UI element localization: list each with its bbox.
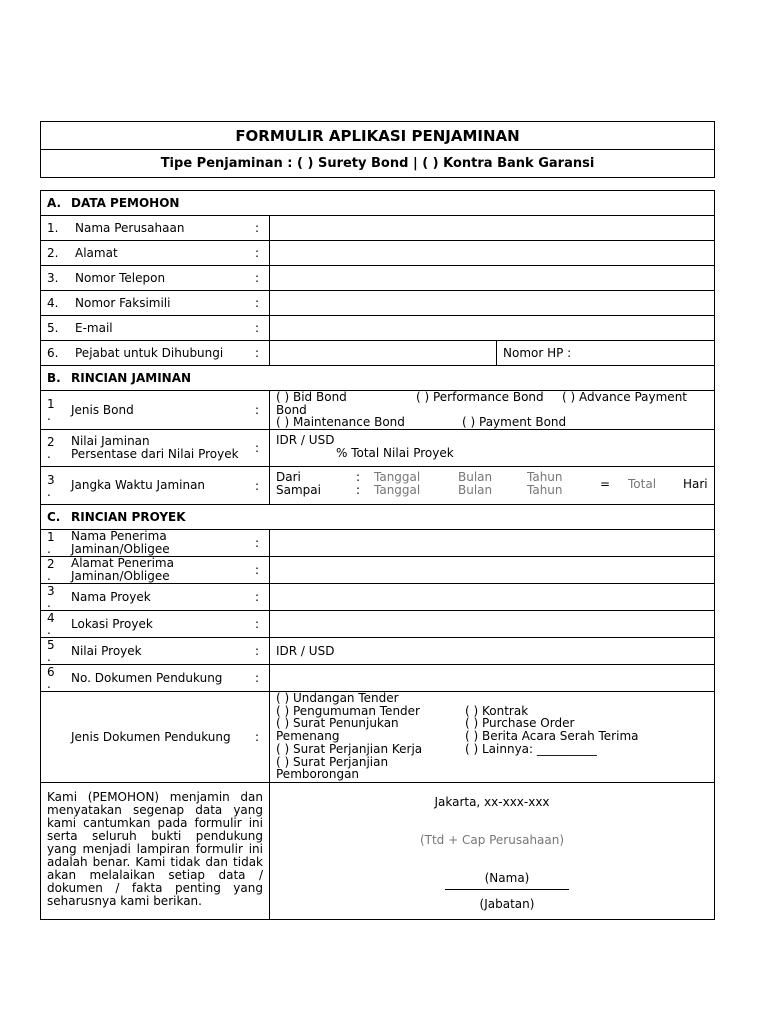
option-purchase-order[interactable]: ( ) Purchase Order [465,716,575,731]
address-field[interactable] [270,241,714,265]
field-label: Nomor Telepon [75,270,166,285]
project-name-field[interactable] [270,584,714,610]
row-phone: 3. Nomor Telepon : [41,266,714,291]
declaration-section [41,783,714,919]
company-name-field[interactable] [270,216,714,240]
guarantee-period-field[interactable]: Dari : Tanggal Bulan Tahun Sampai : Tanggal Bulan Tahun = Total Hari [276,470,708,497]
guarantee-type-line[interactable]: Tipe Penjaminan : ( ) Surety Bond | ( ) Kontra Bank Garansi [160,156,595,171]
row-bond-type: 1 . Jenis Bond : ( ) Bid Bond ( ) Performance Bond ( ) Advance Payment Bond ( ) Maintenance Bond ( ) Payment Bond [41,391,714,430]
section-a-heading: A. DATA PEMOHON [41,191,714,216]
field-label: Jenis Dokumen Pendukung [71,729,231,744]
form-header [40,121,715,178]
signer-name[interactable]: (Nama) [445,871,569,890]
option-berita-acara[interactable]: ( ) Berita Acara Serah Terima [465,729,639,744]
field-label: Persentase dari Nilai Proyek [71,447,239,461]
section-b-heading: B. RINCIAN JAMINAN [41,366,714,391]
field-label: Alamat Penerima [71,556,174,570]
signature-block [270,783,714,919]
fax-field[interactable] [270,291,714,315]
option-surat-penunjukan[interactable]: ( ) Surat Penunjukan [276,716,399,731]
row-address: 2. Alamat : [41,241,714,266]
supporting-doc-options: ( ) Undangan Tender ( ) Pengumuman Tender ( ) Surat Penunjukan Pemenang ( ) Surat Perjanjian Kerja ( ) Surat Perjanjian Pemborongan ( ) Kontrak ( ) Purchase Order ( ) Berita Acara Serah Terima ( ) Lainnya: __________ [276,691,639,782]
obligee-name-field[interactable] [270,530,714,556]
option-kontrak[interactable]: ( ) Kontrak [465,703,529,718]
project-location-field[interactable] [270,611,714,637]
field-label: Nama Perusahaan [75,220,185,235]
field-label: Jangka Waktu Jaminan [71,478,206,492]
row-contact-person: 6. Pejabat untuk Dihubungi : Nomor HP : [41,341,714,366]
option-maintenance-bond[interactable]: ( ) Maintenance Bond [276,415,405,429]
row-company-name: 1. Nama Perusahaan : [41,216,714,241]
signature-stamp-placeholder: (Ttd + Cap Perusahaan) [419,833,565,847]
option-undangan-tender[interactable]: ( ) Undangan Tender [276,691,399,705]
mobile-number-label: Nomor HP : [503,345,572,360]
declaration-text: Kami (PEMOHON) menjamin dan menyatakan segenap data yang kami cantumkan pada formulir ini serta seluruh bukti pendukung yang menjadi lampiran formulir ini adalah benar. Kami tidak dan tidak akan melalaikan setiap data / dokumen / fakta penting yang seharusnya kami berikan. [41,783,270,919]
field-label: Nomor Faksimili [75,295,171,310]
row-project-name: 3 . Nama Proyek : [41,584,714,611]
field-label: No. Dokumen Pendukung [71,670,223,685]
option-performance-bond[interactable]: ( ) Performance Bond [416,390,544,404]
guarantee-value-field[interactable]: IDR / USD % Total Nilai Proyek [276,433,454,460]
place-date: Jakarta, xx-xxx-xxx [434,795,550,809]
field-label: Jenis Bond [71,402,134,417]
option-payment-bond[interactable]: ( ) Payment Bond [462,415,567,429]
application-form [40,121,715,920]
option-lainnya[interactable]: ( ) Lainnya: __________ [465,741,597,756]
row-email: 5. E-mail : [41,316,714,341]
row-obligee-name: 1 . Nama Penerima Jaminan/Obligee : [41,530,714,557]
bond-type-options [270,391,714,429]
contact-person-field[interactable] [270,341,497,365]
field-label: Nilai Jaminan [71,434,150,448]
section-c-heading: C. RINCIAN PROYEK [41,505,714,530]
email-field[interactable] [270,316,714,340]
form-title: FORMULIR APLIKASI PENJAMINAN [41,122,714,150]
field-label: Pejabat untuk Dihubungi [75,345,224,360]
option-surat-perjanjian[interactable]: ( ) Surat Perjanjian [276,754,389,769]
row-supporting-doc-type: Jenis Dokumen Pendukung : ( ) Undangan Tender ( ) Pengumuman Tender ( ) Surat Penunjukan Pemenang ( ) Surat Perjanjian Kerja ( ) Surat Perjanjian Pemborongan ( ) Kontrak ( ) Purchase Order ( ) Berita Acara Serah Terima ( ) Lainnya: __________ [41,692,714,783]
field-label: Nama Penerima [71,529,167,543]
option-advance-payment-bond[interactable]: ( ) Advance Payment [562,390,687,404]
row-fax: 4. Nomor Faksimili : [41,291,714,316]
option-advance-payment-bond-cont: Bond [276,403,307,417]
field-label: Nama Proyek [71,589,151,604]
signer-position[interactable]: (Jabatan) [479,897,535,911]
row-obligee-address: 2 . Alamat Penerima Jaminan/Obligee : [41,557,714,584]
form-body [40,190,715,920]
row-guarantee-period: 3 . Jangka Waktu Jaminan : Dari : Tanggal Bulan Tahun Sampai : Tanggal Bulan Tahun = Total Hari [41,467,714,505]
option-pengumuman-tender[interactable]: ( ) Pengumuman Tender [276,703,420,718]
field-label: Nilai Proyek [71,643,142,658]
option-surat-perjanjian-kerja[interactable]: ( ) Surat Perjanjian Kerja [276,741,423,756]
field-label: Lokasi Proyek [71,616,153,631]
row-project-location: 4 . Lokasi Proyek : [41,611,714,638]
phone-field[interactable] [270,266,714,290]
row-supporting-doc-number: 6 . No. Dokumen Pendukung : [41,665,714,692]
supporting-doc-number-field[interactable] [270,665,714,691]
obligee-address-field[interactable] [270,557,714,583]
field-label: E-mail [75,320,113,335]
field-label: Alamat [75,245,118,260]
project-value-field[interactable]: IDR / USD [276,643,335,658]
row-guarantee-value: 2 . Nilai Jaminan Persentase dari Nilai Proyek : IDR / USD % Total Nilai Proyek [41,430,714,467]
row-project-value: 5 . Nilai Proyek : IDR / USD [41,638,714,665]
option-bid-bond[interactable]: ( ) Bid Bond [276,390,347,404]
